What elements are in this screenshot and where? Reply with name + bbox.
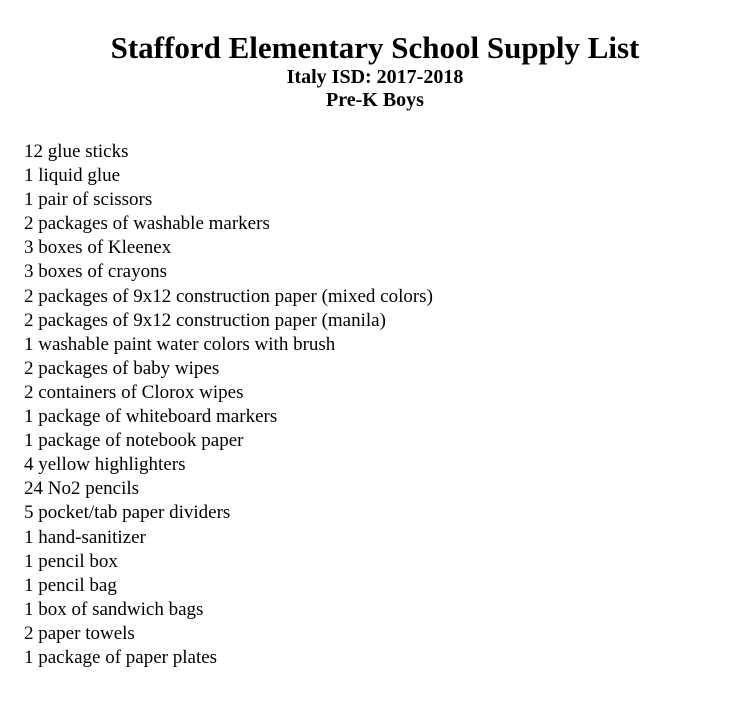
supply-item: 3 boxes of crayons [24,261,167,283]
supply-item: 24 No2 pencils [24,478,140,500]
supply-item: 1 package of notebook paper [24,430,244,452]
supply-item: 1 box of sandwich bags [24,598,204,620]
supply-item: 1 washable paint water colors with brush [24,333,336,355]
supply-list [24,140,433,670]
district-year: Italy ISD: 2017-2018 [286,66,464,88]
supply-item: 2 packages of washable markers [24,213,270,235]
supply-item: 1 pair of scissors [24,189,153,211]
supply-item: 1 pencil bag [24,574,117,596]
supply-item: 4 yellow highlighters [24,454,186,476]
supply-item: 3 boxes of Kleenex [24,237,172,259]
supply-item: 5 pocket/tab paper dividers [24,502,231,524]
supply-item: 2 containers of Clorox wipes [24,381,244,403]
supply-item: 1 hand-sanitizer [24,526,146,548]
supply-item: 1 package of paper plates [24,646,218,668]
supply-item: 2 paper towels [24,622,135,644]
grade-label: Pre-K Boys [326,89,424,111]
supply-item: 2 packages of 9x12 construction paper (mixed colors) [24,285,433,307]
supply-item: 12 glue sticks [24,141,129,162]
document-header [0,30,745,112]
supply-item: 1 pencil box [24,550,118,572]
supply-item: 1 liquid glue [24,165,121,187]
supply-item: 2 packages of baby wipes [24,357,220,379]
supply-item: 1 package of whiteboard markers [24,406,278,428]
supply-item: 2 packages of 9x12 construction paper (manila) [24,309,386,331]
page-title: Stafford Elementary School Supply List [110,30,640,65]
